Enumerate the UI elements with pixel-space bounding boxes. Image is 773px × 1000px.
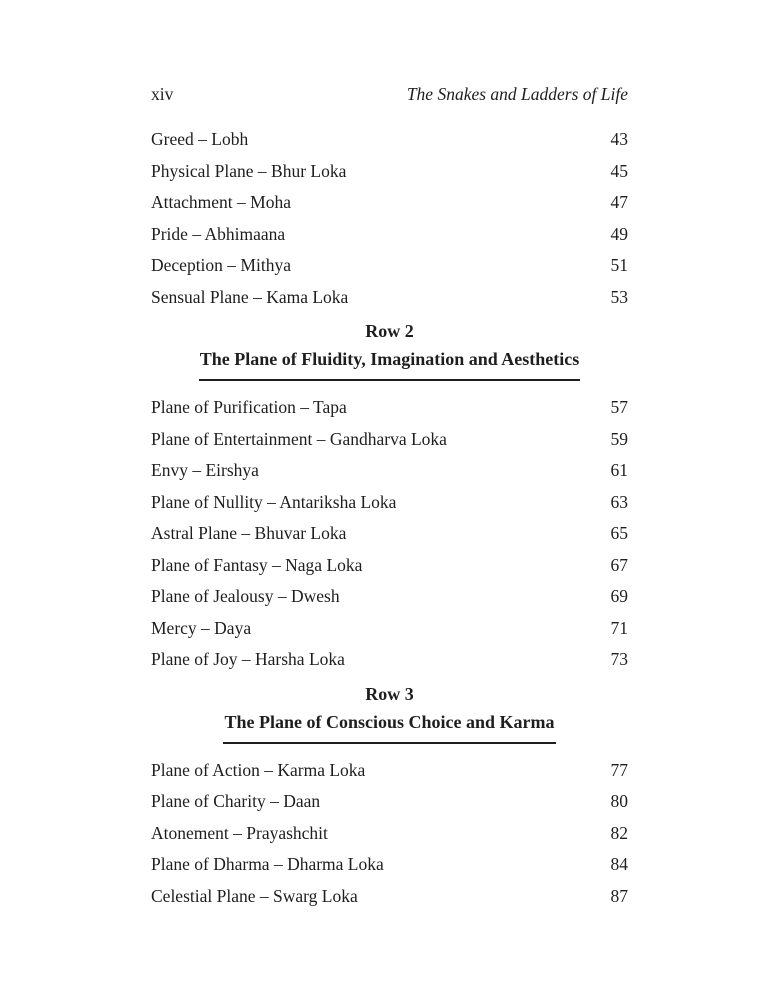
toc-entry-page-number: 73 xyxy=(610,649,628,669)
toc-entry-title: Plane of Fantasy – Naga Loka xyxy=(151,554,363,575)
toc-entry-page-number: 45 xyxy=(610,160,628,181)
section-title: The Plane of Fluidity, Imagination and Aesthetics xyxy=(199,345,581,381)
toc-entry-page-number: 69 xyxy=(610,586,628,606)
toc-entry-page-number: 49 xyxy=(610,223,628,244)
toc-entry-title: Deception – Mithya xyxy=(151,255,291,275)
toc-entry xyxy=(151,849,628,881)
toc-entry-page-number: 51 xyxy=(610,255,628,275)
toc-entry-page-number: 82 xyxy=(610,822,628,843)
toc-entry-page-number: 87 xyxy=(610,885,628,906)
toc-entry xyxy=(151,644,628,676)
toc-entry xyxy=(151,487,628,519)
toc-section xyxy=(151,124,628,313)
toc-section xyxy=(151,680,628,913)
toc-entry xyxy=(151,250,628,282)
section-row-label: Row 2 xyxy=(365,321,414,341)
toc-entry-title: Sensual Plane – Kama Loka xyxy=(151,286,349,307)
toc-entry-page-number: 59 xyxy=(610,428,628,449)
section-heading xyxy=(151,317,628,381)
toc-entry-page-number: 84 xyxy=(610,854,628,874)
toc-entry-list xyxy=(151,392,628,676)
toc-entry-title: Plane of Dharma – Dharma Loka xyxy=(151,854,384,874)
toc-entry xyxy=(151,187,628,219)
toc-entry-page-number: 53 xyxy=(610,286,628,307)
toc-entry xyxy=(151,581,628,613)
toc-entry xyxy=(151,156,628,188)
page-header xyxy=(151,84,628,105)
toc-entry-title: Greed – Lobh xyxy=(151,129,249,149)
toc-entry-title: Plane of Charity – Daan xyxy=(151,791,321,811)
toc-entry-page-number: 63 xyxy=(610,491,628,512)
section-title-wrap xyxy=(151,345,628,381)
toc-entry-title: Plane of Entertainment – Gandharva Loka xyxy=(151,428,447,449)
toc-entry xyxy=(151,550,628,582)
toc-entry-page-number: 47 xyxy=(610,192,628,212)
section-title-wrap xyxy=(151,708,628,744)
toc-entry-title: Attachment – Moha xyxy=(151,192,291,212)
toc-entry-page-number: 57 xyxy=(610,397,628,417)
toc-entry-page-number: 67 xyxy=(610,554,628,575)
toc-entry-title: Plane of Nullity – Antariksha Loka xyxy=(151,491,397,512)
toc-entry-page-number: 65 xyxy=(610,523,628,543)
toc-entry-title: Envy – Eirshya xyxy=(151,460,259,480)
toc-entry xyxy=(151,786,628,818)
toc-entry-title: Plane of Action – Karma Loka xyxy=(151,759,366,780)
toc-entry-title: Mercy – Daya xyxy=(151,617,252,638)
toc-entry-title: Physical Plane – Bhur Loka xyxy=(151,160,347,181)
toc-entry-page-number: 61 xyxy=(610,460,628,480)
toc-entry-title: Plane of Joy – Harsha Loka xyxy=(151,649,345,669)
toc-entry xyxy=(151,518,628,550)
toc-entry-title: Plane of Purification – Tapa xyxy=(151,397,347,417)
toc-entry-list xyxy=(151,755,628,913)
toc-entry-page-number: 71 xyxy=(610,617,628,638)
toc-entry-title: Pride – Abhimaana xyxy=(151,223,286,244)
toc-entry xyxy=(151,881,628,913)
toc-entry-page-number: 80 xyxy=(610,791,628,811)
toc-entry xyxy=(151,818,628,850)
toc-entry xyxy=(151,455,628,487)
toc-entry-list xyxy=(151,124,628,313)
toc-section xyxy=(151,317,628,676)
section-heading xyxy=(151,680,628,744)
toc-entry-title: Atonement – Prayashchit xyxy=(151,822,328,843)
toc-entry xyxy=(151,613,628,645)
toc-entry xyxy=(151,392,628,424)
toc-entry xyxy=(151,219,628,251)
toc-sections xyxy=(151,124,628,912)
folio-page-number: xiv xyxy=(151,84,174,104)
toc-entry-title: Plane of Jealousy – Dwesh xyxy=(151,586,340,606)
toc-entry-title: Celestial Plane – Swarg Loka xyxy=(151,885,358,906)
toc-entry-title: Astral Plane – Bhuvar Loka xyxy=(151,523,347,543)
toc-entry xyxy=(151,424,628,456)
toc-entry xyxy=(151,282,628,314)
toc-entry xyxy=(151,755,628,787)
section-row-label: Row 3 xyxy=(365,683,414,704)
section-title: The Plane of Conscious Choice and Karma xyxy=(223,708,555,744)
running-header-title: The Snakes and Ladders of Life xyxy=(406,84,628,104)
toc-entry-page-number: 77 xyxy=(610,759,628,780)
toc-entry-page-number: 43 xyxy=(610,129,628,149)
toc-entry xyxy=(151,124,628,156)
